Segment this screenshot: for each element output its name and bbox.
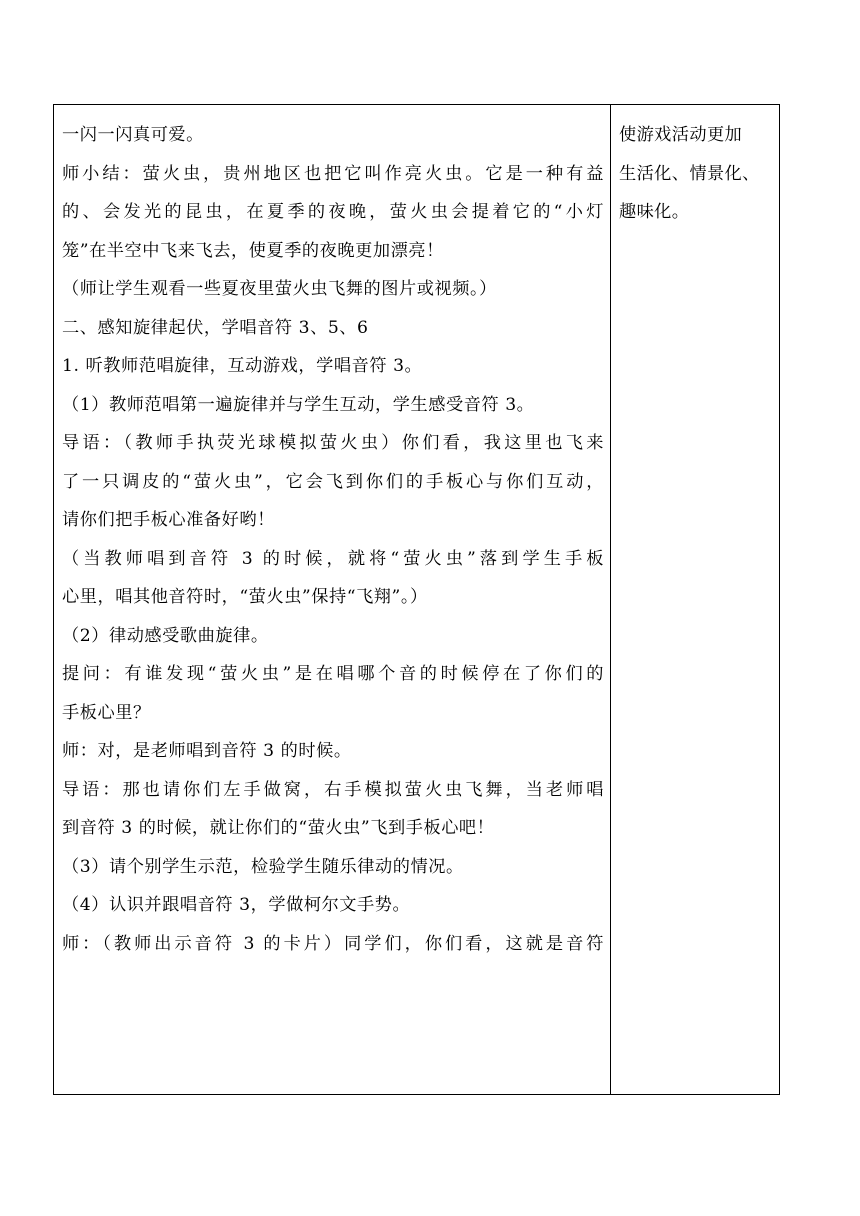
text-line: 手板心里？ xyxy=(62,702,151,723)
text-line: 心里，唱其他音符时，“萤火虫”保持“飞翔”。） xyxy=(62,587,428,607)
text-line: （3）请个别学生示范，检验学生随乐律动的情况。 xyxy=(62,856,464,877)
note-line: 使游戏活动更加 xyxy=(619,125,743,145)
text-line: 的、会发光的昆虫，在夏季的夜晚，萤火虫会提着它的“小灯 xyxy=(62,202,604,222)
text-line: 笼”在半空中飞来飞去，使夏季的夜晚更加漂亮！ xyxy=(62,240,444,261)
text-line: 师：对，是老师唱到音符 3 的时候。 xyxy=(62,741,352,761)
text-line: （当教师唱到音符 3 的时候，就将“萤火虫”落到学生手板 xyxy=(62,548,604,569)
text-line: （1）教师范唱第一遍旋律并与学生互动，学生感受音符 3。 xyxy=(62,394,535,415)
text-line: 了一只调皮的“萤火虫”，它会飞到你们的手板心与你们互动， xyxy=(62,471,604,492)
design-intent-cell xyxy=(611,105,779,1094)
note-line: 生活化、情景化、 xyxy=(619,163,760,184)
text-line: 请你们把手板心准备好哟！ xyxy=(62,510,275,530)
text-line: （2）律动感受歌曲旋律。 xyxy=(62,625,269,646)
text-line: 师：（教师出示音符 3 的卡片）同学们，你们看，这就是音符 xyxy=(62,933,604,954)
lesson-plan-table xyxy=(53,104,780,1095)
text-line: （4）认识并跟唱音符 3，学做柯尔文手势。 xyxy=(62,895,411,915)
note-line: 趣味化。 xyxy=(619,202,690,222)
text-line: 到音符 3 的时候，就让你们的“萤火虫”飞到手板心吧！ xyxy=(62,818,495,838)
section-heading: 二、感知旋律起伏，学唱音符 3、5、6 xyxy=(62,317,369,338)
text-line: 导语：（教师手执荧光球模拟萤火虫）你们看，我这里也飞来 xyxy=(62,433,604,453)
teaching-process-cell xyxy=(54,105,611,1094)
text-line: 师小结：萤火虫，贵州地区也把它叫作亮火虫。它是一种有益 xyxy=(62,163,604,184)
text-line: 导语：那也请你们左手做窝，右手模拟萤火虫飞舞，当老师唱 xyxy=(62,779,604,800)
text-line: （师让学生观看一些夏夜里萤火虫飞舞的图片或视频。） xyxy=(62,279,497,299)
text-line: 一闪一闪真可爱。 xyxy=(62,125,204,145)
subsection-heading: 1. 听教师范唱旋律，互动游戏，学唱音符 3。 xyxy=(62,356,423,376)
text-line: 提问：有谁发现“萤火虫”是在唱哪个音的时候停在了你们的 xyxy=(62,664,604,684)
